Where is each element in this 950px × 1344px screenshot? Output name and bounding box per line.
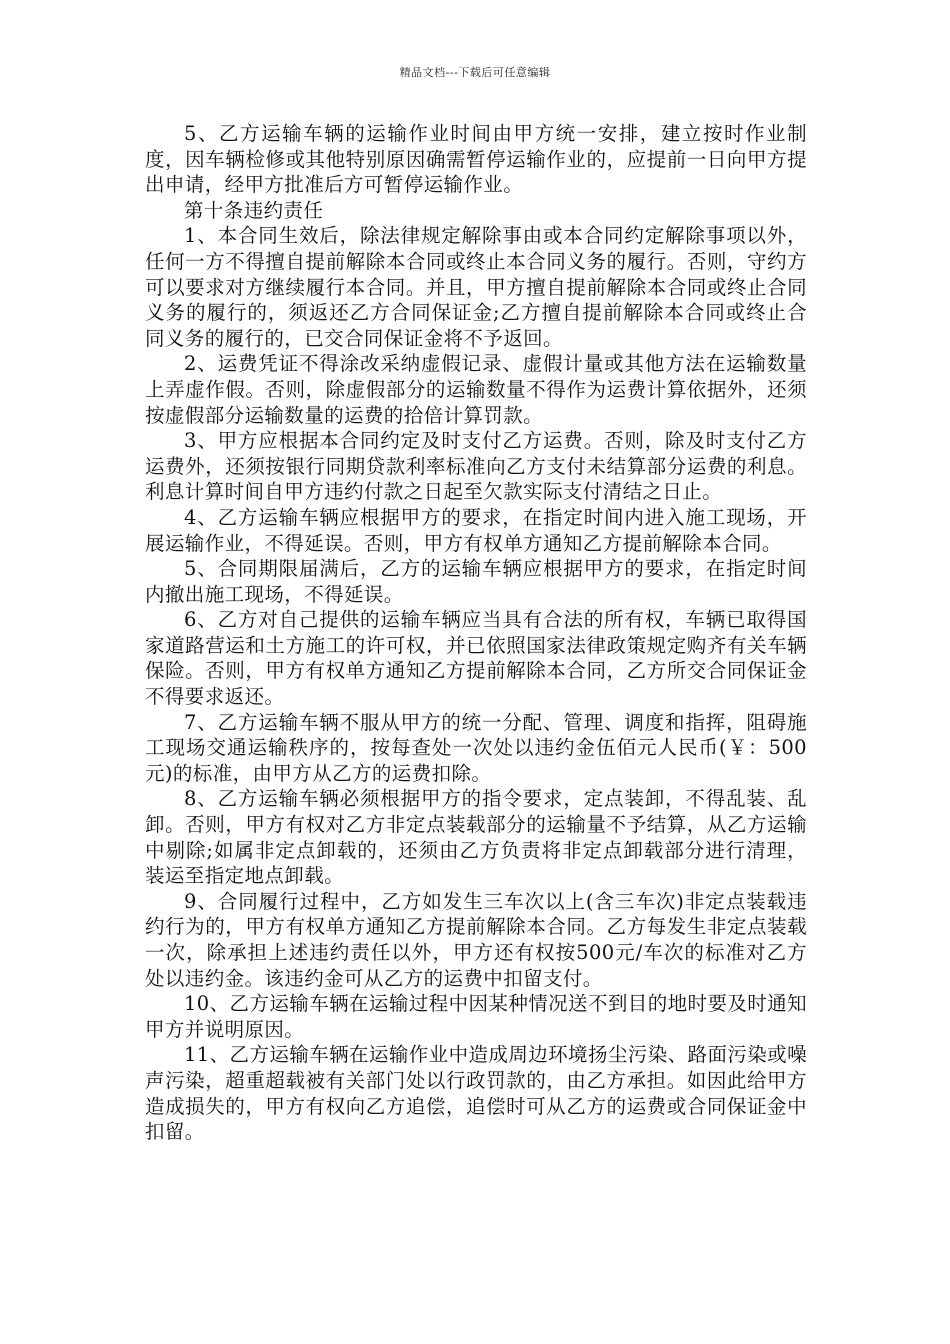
paragraph-clause-9-5: 5、乙方运输车辆的运输作业时间由甲方统一安排，建立按时作业制度，因车辆检修或其他特别原因确需暂停运输作业的，应提前一日向甲方提出申请，经甲方批准后方可暂停运输作业。 [145, 122, 807, 197]
paragraph-clause-10-10: 10、乙方运输车辆在运输过程中因某种情况送不到目的地时要及时通知甲方并说明原因。 [145, 992, 807, 1041]
paragraph-clause-10-11: 11、乙方运输车辆在运输作业中造成周边环境扬尘污染、路面污染或噪声污染，超重超载被有关部门处以行政罚款的，由乙方承担。如因此给甲方造成损失的，甲方有权向乙方追偿，追偿时可从乙方的运费或合同保证金中扣留。 [145, 1043, 807, 1144]
paragraph-clause-10-1: 1、本合同生效后，除法律规定解除事由或本合同约定解除事项以外，任何一方不得擅自提前解除本合同或终止本合同义务的履行。否则，守约方可以要求对方继续履行本合同。并且，甲方擅自提前解除本合同或终止合同义务的履行的，须返还乙方合同保证金;乙方擅自提前解除本合同或终止合同义务的履行的，已交合同保证金将不予返回。 [145, 224, 807, 350]
paragraph-clause-10-2: 2、运费凭证不得涂改采纳虚假记录、虚假计量或其他方法在运输数量上弄虚作假。否则，除虚假部分的运输数量不得作为运费计算依据外，还须按虚假部分运输数量的运费的拾倍计算罚款。 [145, 352, 807, 427]
paragraph-clause-10-7: 7、乙方运输车辆不服从甲方的统一分配、管理、调度和指挥，阻碍施工现场交通运输秩序的，按每查处一次处以违约金伍佰元人民币(￥：500元)的标准，由甲方从乙方的运费扣除。 [145, 710, 807, 785]
paragraph-clause-10-8: 8、乙方运输车辆必须根据甲方的指令要求，定点装卸，不得乱装、乱卸。否则，甲方有权对乙方非定点装载部分的运输量不予结算，从乙方运输中剔除;如属非定点卸载的，还须由乙方负责将非定点卸载部分进行清理，装运至指定地点卸载。 [145, 787, 807, 888]
paragraph-clause-10-4: 4、乙方运输车辆应根据甲方的要求，在指定时间内进入施工现场，开展运输作业，不得延误。否则，甲方有权单方通知乙方提前解除本合同。 [145, 505, 807, 555]
paragraph-clause-10-6: 6、乙方对自己提供的运输车辆应当具有合法的所有权，车辆已取得国家道路营运和土方施工的许可权，并已依照国家法律政策规定购齐有关车辆保险。否则，甲方有权单方通知乙方提前解除本合同，乙方所交合同保证金不得要求返还。 [145, 608, 807, 709]
paragraph-clause-10-3: 3、甲方应根据本合同约定及时支付乙方运费。否则，除及时支付乙方运费外，还须按银行同期贷款利率标准向乙方支付未结算部分运费的利息。利息计算时间自甲方违约付款之日起至欠款实际支付清结之日止。 [145, 429, 807, 504]
paragraph-clause-10-9: 9、合同履行过程中，乙方如发生三车次以上(含三车次)非定点装载违约行为的，甲方有权单方通知乙方提前解除本合同。乙方每发生非定点装载一次，除承担上述违约责任以外，甲方还有权按500元/车次的标准对乙方处以违约金。该违约金可从乙方的运费中扣留支付。 [145, 889, 807, 990]
page-header: 精品文档---下载后可任意编辑 [399, 66, 551, 79]
document-body [145, 121, 807, 1145]
section-heading-article-10: 第十条违约责任 [184, 198, 324, 222]
paragraph-clause-10-5: 5、合同期限届满后，乙方的运输车辆应根据甲方的要求，在指定时间内撤出施工现场，不得延误。 [145, 557, 807, 606]
